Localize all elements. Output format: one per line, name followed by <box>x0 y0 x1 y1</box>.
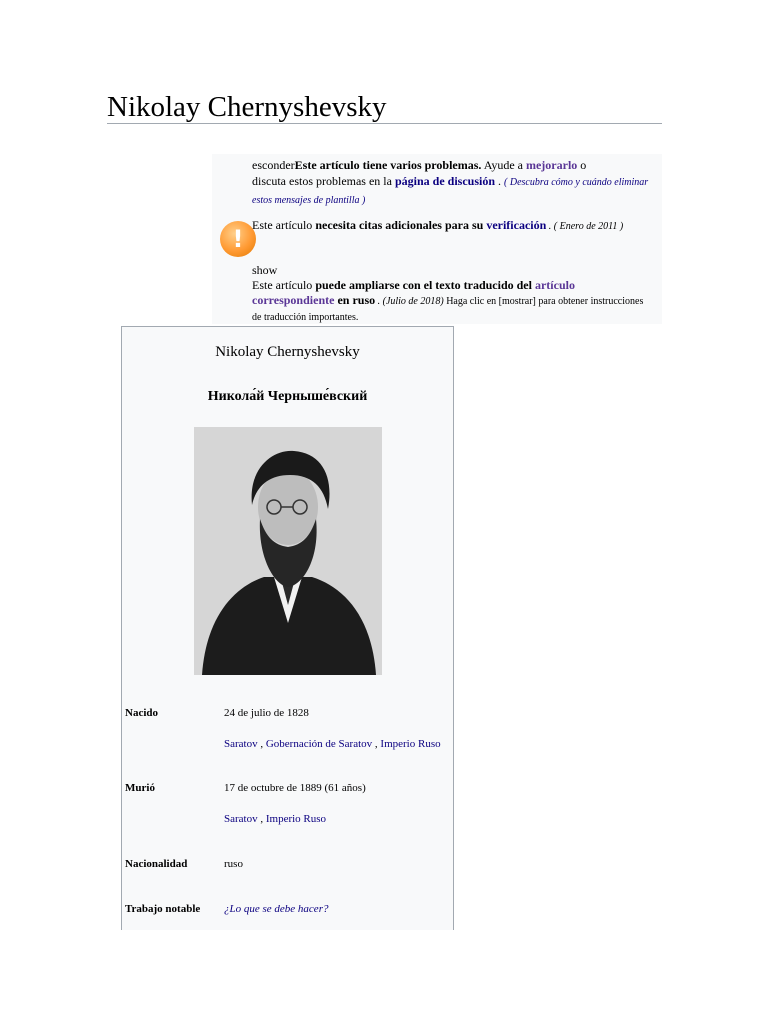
died-date: 17 de octubre de 1889 (61 años) <box>224 782 366 794</box>
born-sep-1: , <box>257 738 266 750</box>
born-label: Nacido <box>125 707 158 719</box>
nationality-value: ruso <box>224 858 243 870</box>
infobox <box>121 326 454 930</box>
expand-language: en ruso <box>334 293 376 307</box>
expand-notice <box>252 263 652 325</box>
issues-or-text: o <box>577 158 587 172</box>
issues-separator: . <box>495 174 505 188</box>
citations-date: . ( Enero de 2011 ) <box>546 221 624 232</box>
born-city-link[interactable]: Saratov <box>224 738 258 750</box>
infobox-name: Nikolay Chernyshevsky <box>215 344 360 360</box>
hide-toggle[interactable]: esconder <box>252 158 295 172</box>
citations-pre-text: Este artículo <box>252 218 316 232</box>
notable-work-link[interactable]: ¿Lo que se debe hacer? <box>224 903 329 915</box>
issues-discuss-text: discuta estos problemas en la <box>252 174 395 188</box>
title-divider <box>107 123 662 124</box>
born-date: 24 de julio de 1828 <box>224 707 309 719</box>
born-place <box>224 738 441 750</box>
died-city-link[interactable]: Saratov <box>224 813 258 825</box>
warning-icon: ! <box>220 221 256 257</box>
expand-pre-text: Este artículo <box>252 278 316 292</box>
show-toggle[interactable]: show <box>252 263 278 277</box>
born-empire-link[interactable]: Imperio Ruso <box>380 738 441 750</box>
issues-help-text: Ayude a <box>481 158 526 172</box>
portrait-image[interactable] <box>194 427 382 675</box>
born-sep-2: , <box>372 738 381 750</box>
died-sep: , <box>257 813 266 825</box>
talk-page-link[interactable]: página de discusión <box>394 174 496 188</box>
page-title: Nikolay Chernyshevsky <box>107 91 387 123</box>
expand-date: . (Julio de 2018) <box>375 296 444 307</box>
expand-instructions: Haga clic en [mostrar] para obtener instrucciones de traducción importantes. <box>252 296 644 323</box>
infobox-native-name: Никола́й Черныше́вский <box>207 389 368 404</box>
verification-link[interactable]: verificación <box>486 218 547 232</box>
died-place <box>224 813 326 825</box>
citations-notice <box>252 213 652 239</box>
russian-article-link[interactable]: artículo correspondiente <box>252 278 575 307</box>
born-governorate-link[interactable]: Gobernación de Saratov <box>265 738 373 750</box>
learn-how-link[interactable]: ( Descubra cómo y cuándo eliminar estos mensajes de plantilla ) <box>252 177 649 206</box>
expand-bold-text: puede ampliarse con el texto traducido del <box>315 278 535 292</box>
portrait-figure <box>194 427 382 675</box>
citations-bold-text: necesita citas adicionales para su <box>315 218 487 232</box>
nationality-label: Nacionalidad <box>125 858 188 870</box>
maintenance-notice <box>212 154 662 324</box>
died-empire-link[interactable]: Imperio Ruso <box>265 813 327 825</box>
notable-work-label: Trabajo notable <box>125 903 201 915</box>
died-label: Murió <box>125 782 155 794</box>
improve-link[interactable]: mejorarlo <box>525 158 578 172</box>
issues-notice <box>252 157 652 209</box>
issues-heading: Este artículo tiene varios problemas. <box>294 158 482 172</box>
